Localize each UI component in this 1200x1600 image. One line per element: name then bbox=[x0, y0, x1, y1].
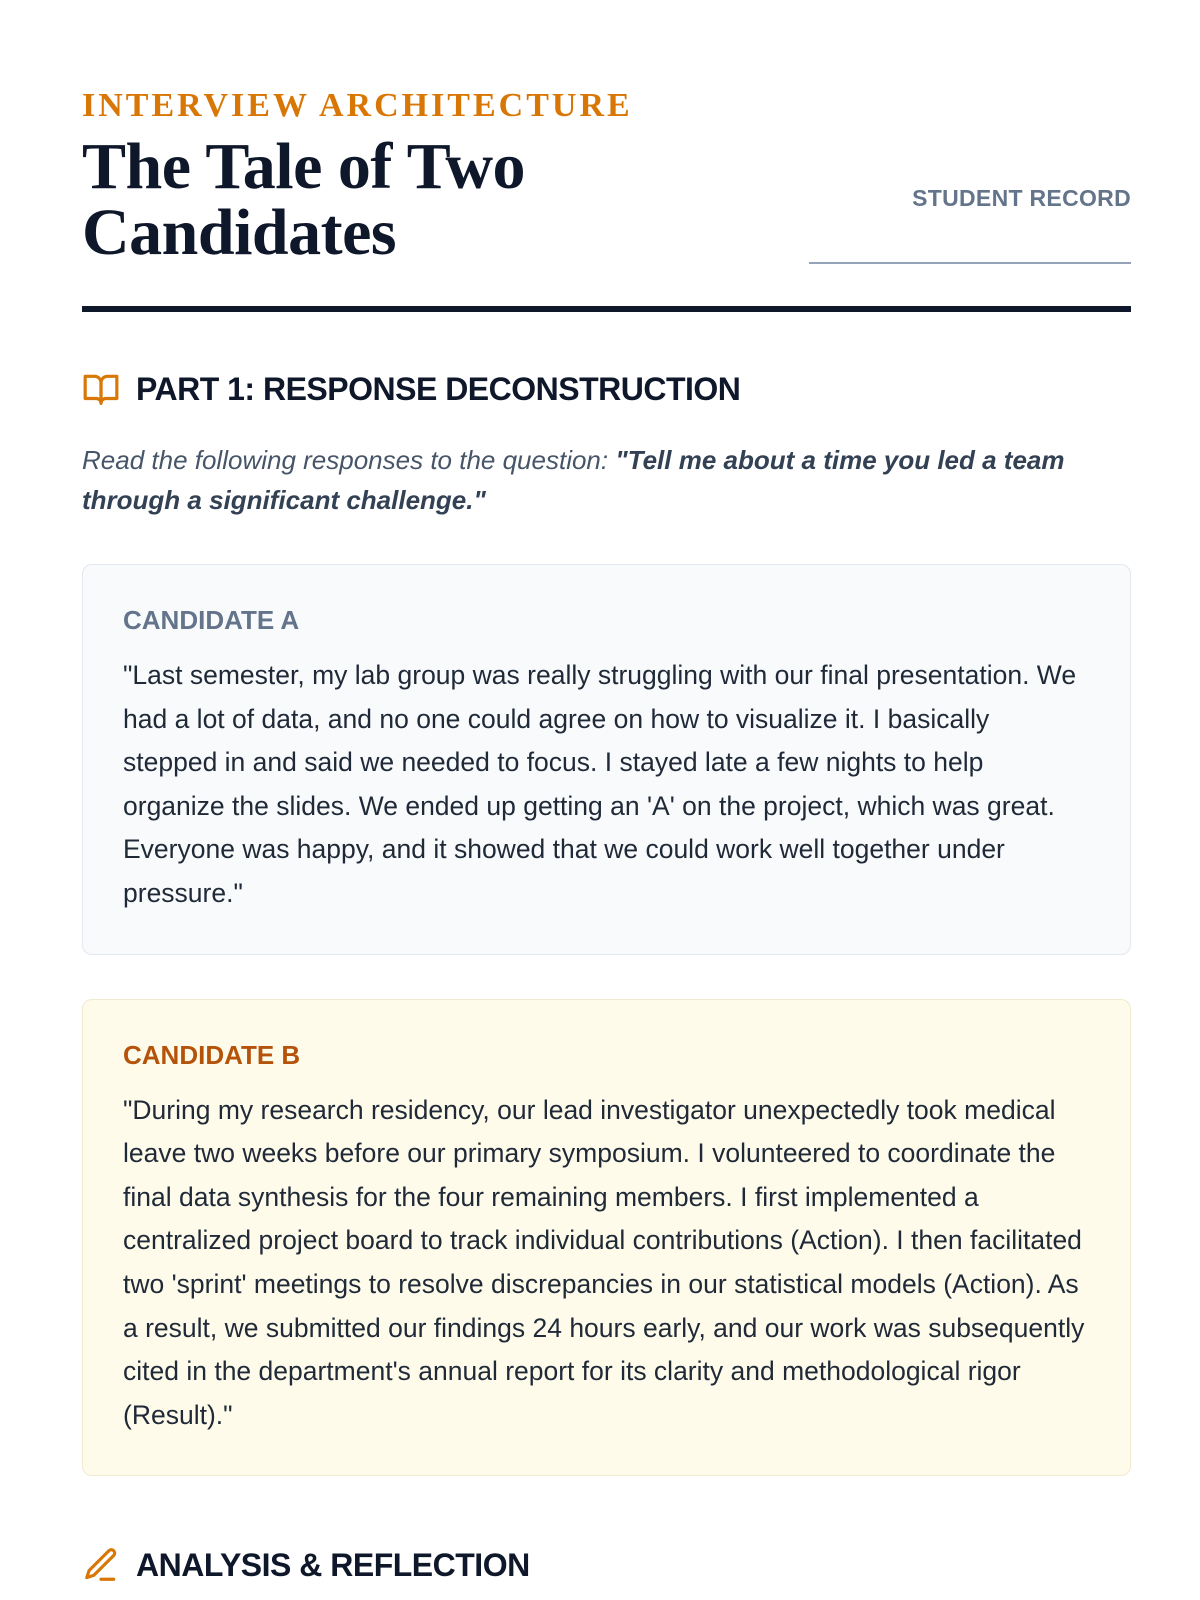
page-title: The Tale of Two Candidates bbox=[82, 130, 525, 269]
title-block bbox=[82, 86, 633, 269]
instructions-text: Read the following responses to the question: bbox=[82, 445, 616, 475]
student-record-field[interactable] bbox=[809, 212, 1131, 264]
analysis-heading bbox=[82, 1546, 1131, 1584]
interview-question: "Tell me about a time you led a team through a significant challenge." bbox=[82, 445, 1065, 515]
candidate-a-label: CANDIDATE A bbox=[123, 605, 300, 635]
eyebrow: INTERVIEW ARCHITECTURE bbox=[82, 87, 633, 124]
candidate-b-response: "During my research residency, our lead investigator unexpectedly took medical leave two weeks before our primary symposium. I volunteered to coordinate the final data synthesis for the four remaining members. I first implemented a centralized project board to track individual contributions (Action). I then facilitated two 'sprint' meetings to resolve discrepancies in our statistical models (Action). As a result, we submitted our findings 24 hours early, and our work was subsequently cited in the department's annual report for its clarity and methodological rigor (Result)." bbox=[123, 1094, 1085, 1430]
part1-heading bbox=[82, 370, 1131, 408]
candidate-a-card bbox=[82, 564, 1131, 955]
candidate-b-card bbox=[82, 999, 1131, 1477]
analysis-title: ANALYSIS & REFLECTION bbox=[136, 1546, 530, 1583]
pencil-icon bbox=[82, 1546, 120, 1584]
book-open-icon bbox=[82, 370, 120, 408]
part1-title: PART 1: RESPONSE DECONSTRUCTION bbox=[136, 370, 741, 407]
page-header bbox=[82, 0, 1131, 312]
instructions bbox=[82, 440, 1131, 520]
candidate-a-response: "Last semester, my lab group was really struggling with our final presentation. We had a lot of data, and no one could agree on how to visualize it. I basically stepped in and said we needed to focus. I stayed late a few nights to help organize the slides. We ended up getting an 'A' on the project, which was great. Everyone was happy, and it showed that we could work well together under pressure." bbox=[123, 660, 1077, 908]
student-record bbox=[809, 185, 1131, 264]
student-record-label: STUDENT RECORD bbox=[912, 185, 1131, 211]
candidate-b-label: CANDIDATE B bbox=[123, 1039, 301, 1070]
